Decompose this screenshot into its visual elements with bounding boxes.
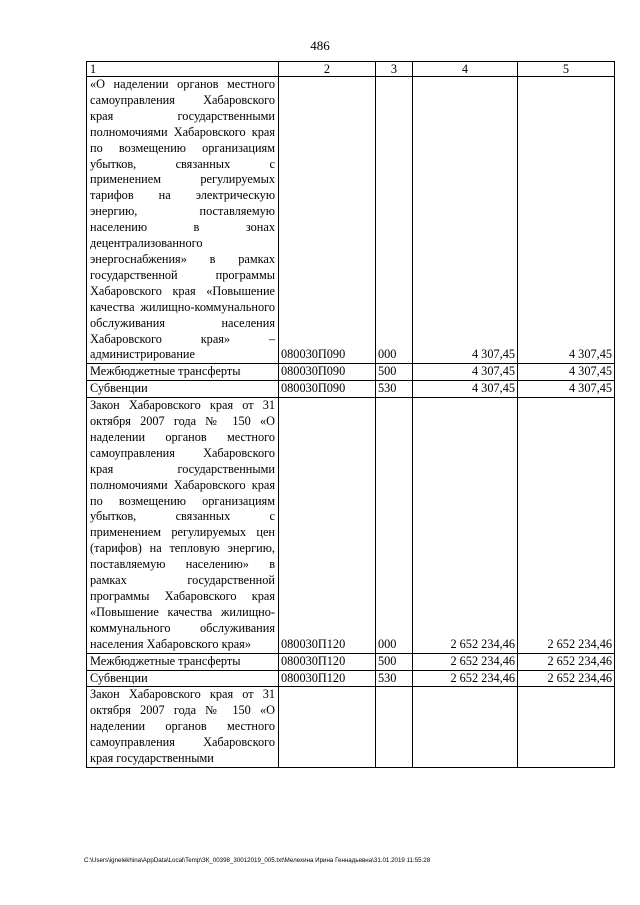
row-code (279, 687, 376, 768)
row-name: Закон Хабаровского края от 31 октября 2007 года № 150 «О наделении органов местного самоуправления Хабаровского края государственными полномочиями Хабаровского края по возмещению организациям убытков, связанных с применением регулируемых цен (тарифов) на тепловую энергию, поставляемую населению» в рамках государственной программы Хабаровского края «Повышение качества жилищно-коммунального обслуживания населения Хабаровского края» (87, 398, 279, 654)
row-value-2: 2 652 234,46 (518, 398, 615, 654)
row-type: 500 (376, 653, 413, 670)
row-value-1: 4 307,45 (413, 364, 518, 381)
column-header-3: 3 (376, 62, 413, 77)
table-row (87, 77, 615, 364)
budget-table (86, 61, 615, 768)
row-value-2: 4 307,45 (518, 381, 615, 398)
document-footer-path: C:\Users\ignelekhina\AppData\Local\Temp\ЗК_00398_30012019_005.txt\Мелехина Ирина Геннадьевна\31.01.2019 11:55:28 (84, 857, 431, 864)
row-name: Субвенции (87, 381, 279, 398)
row-value-1: 4 307,45 (413, 77, 518, 364)
row-value-2: 4 307,45 (518, 364, 615, 381)
row-value-1: 2 652 234,46 (413, 653, 518, 670)
row-value-2: 2 652 234,46 (518, 653, 615, 670)
table-row (87, 653, 615, 670)
row-value-2 (518, 687, 615, 768)
row-value-2: 2 652 234,46 (518, 670, 615, 687)
row-code: 080030П120 (279, 670, 376, 687)
row-value-1: 2 652 234,46 (413, 670, 518, 687)
row-code: 080030П090 (279, 364, 376, 381)
row-code: 080030П120 (279, 653, 376, 670)
row-type: 530 (376, 670, 413, 687)
row-type (376, 687, 413, 768)
row-name: Межбюджетные трансферты (87, 364, 279, 381)
row-value-2: 4 307,45 (518, 77, 615, 364)
row-code: 080030П120 (279, 398, 376, 654)
table-header-row (87, 62, 615, 77)
row-value-1 (413, 687, 518, 768)
row-value-1: 4 307,45 (413, 381, 518, 398)
table-row (87, 381, 615, 398)
row-name: Субвенции (87, 670, 279, 687)
row-type: 530 (376, 381, 413, 398)
table-row (87, 364, 615, 381)
row-code: 080030П090 (279, 77, 376, 364)
column-header-1: 1 (87, 62, 279, 77)
row-type: 500 (376, 364, 413, 381)
row-code: 080030П090 (279, 381, 376, 398)
row-name: Закон Хабаровского края от 31 октября 2007 года № 150 «О наделении органов местного самоуправления Хабаровского края государственными (87, 687, 279, 768)
table-row (87, 398, 615, 654)
row-type: 000 (376, 77, 413, 364)
column-header-2: 2 (279, 62, 376, 77)
row-name: Межбюджетные трансферты (87, 653, 279, 670)
table-row (87, 670, 615, 687)
row-name: «О наделении органов местного самоуправления Хабаровского края государственными полномочиями Хабаровского края по возмещению организациям убытков, связанных с применением регулируемых тарифов на электрическую энергию, поставляемую населению в зонах децентрализованного энергоснабжения» в рамках государственной программы Хабаровского края «Повышение качества жилищно-коммунального обслуживания населения Хабаровского края» – администрирование (87, 77, 279, 364)
column-header-5: 5 (518, 62, 615, 77)
table-row (87, 687, 615, 768)
page-number: 486 (310, 38, 330, 53)
row-type: 000 (376, 398, 413, 654)
column-header-4: 4 (413, 62, 518, 77)
row-value-1: 2 652 234,46 (413, 398, 518, 654)
